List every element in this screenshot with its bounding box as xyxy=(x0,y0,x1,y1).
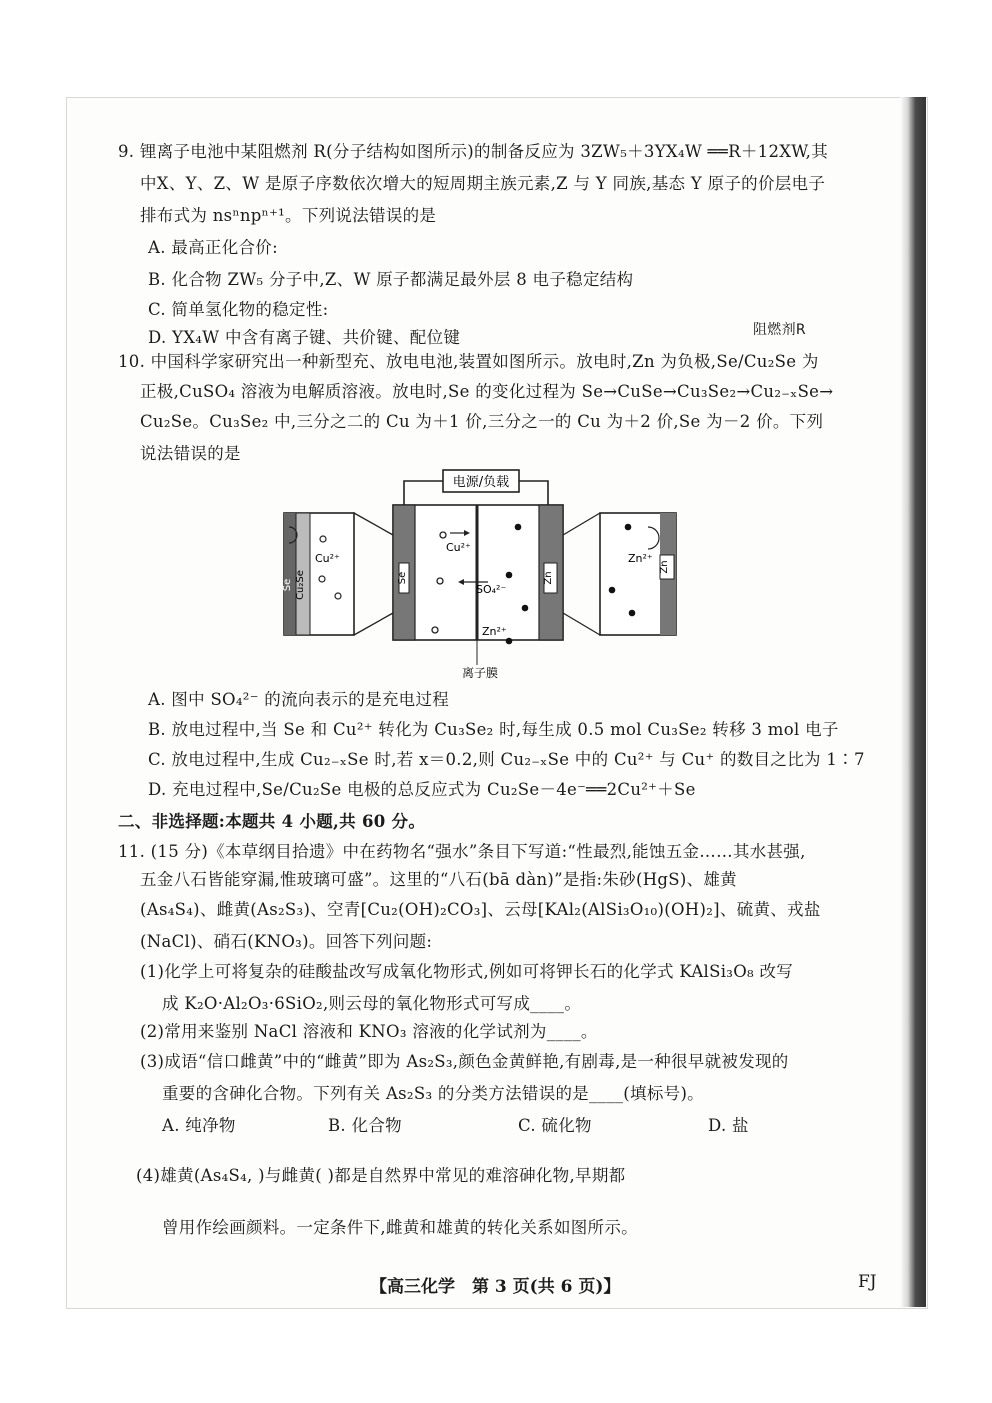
zn-ion-right-label: Zn²⁺ xyxy=(628,552,653,565)
q9-line-1: 9. 锂离子电池中某阻燃剂 R(分子结构如图所示)的制备反应为 3ZW₅＋3YX₄W ══R＋12XW,其 xyxy=(118,142,829,161)
q10-option-d: D. 充电过程中,Se/Cu₂Se 电极的总反应式为 Cu₂Se－4e⁻══2Cu²⁺＋Se xyxy=(148,780,696,799)
q10-line-2: 正极,CuSO₄ 溶液为电解质溶液。放电时,Se 的变化过程为 Se→CuSe→Cu₃Se₂→Cu₂₋ₓSe→ xyxy=(140,382,834,401)
scan-edge-shadow xyxy=(900,97,926,1307)
q11-choice-c: C. 硫化物 xyxy=(518,1116,592,1135)
q9-option-c: C. 简单氢化物的稳定性: xyxy=(148,300,329,319)
se-electrode-label: Se xyxy=(397,571,408,585)
right-zoom-zn-label: Zn xyxy=(659,560,670,574)
q11-sub3-line-1: (3)成语“信口雌黄”中的“雌黄”即为 As₂S₃,颜色金黄鲜艳,有剧毒,是一种很早就被发现的 xyxy=(140,1052,789,1071)
cu-ion-left-label: Cu²⁺ xyxy=(315,552,340,565)
q11-sub4-line-1: (4)雄黄(As₄S₄, )与雌黄( )都是自然界中常见的难溶砷化物,早期都 xyxy=(136,1166,626,1185)
q9-line-3: 排布式为 nsⁿnpⁿ⁺¹。下列说法错误的是 xyxy=(140,206,437,225)
left-zoom-se-label: Se xyxy=(282,578,293,592)
q11-line-4: (NaCl)、硝石(KNO₃)。回答下列问题: xyxy=(140,932,433,951)
q11-sub1-line-1: (1)化学上可将复杂的硅酸盐改写成氧化物形式,例如可将钾长石的化学式 KAlSi₃O₈ 改写 xyxy=(140,962,794,981)
q11-line-1: 11. (15 分)《本草纲目拾遗》中在药物名“强水”条目下写道:“性最烈,能蚀五金……其水甚强, xyxy=(118,842,806,861)
cu-ion-mid-label: Cu²⁺ xyxy=(446,541,471,554)
q10-line-1: 10. 中国科学家研究出一种新型充、放电电池,装置如图所示。放电时,Zn 为负极,Se/Cu₂Se 为 xyxy=(118,352,819,371)
q11-sub1-line-2: 成 K₂O·Al₂O₃·6SiO₂,则云母的氧化物形式可写成____。 xyxy=(162,994,582,1013)
q10-option-b: B. 放电过程中,当 Se 和 Cu²⁺ 转化为 Cu₃Se₂ 时,每生成 0.5 mol Cu₃Se₂ 转移 3 mol 电子 xyxy=(148,720,839,739)
q10-option-c: C. 放电过程中,生成 Cu₂₋ₓSe 时,若 x＝0.2,则 Cu₂₋ₓSe 中的 Cu²⁺ 与 Cu⁺ 的数目之比为 1∶7 xyxy=(148,750,865,769)
q9-option-d: D. YX₄W 中含有离子键、共价键、配位键 xyxy=(148,328,461,347)
q9-option-b: B. 化合物 ZW₅ 分子中,Z、W 原子都满足最外层 8 电子稳定结构 xyxy=(148,270,634,289)
left-zoom-cu2se-label: Cu₂Se xyxy=(295,570,306,600)
q11-sub4-line-2: 曾用作绘画颜料。一定条件下,雌黄和雄黄的转化关系如图所示。 xyxy=(162,1218,638,1237)
section-2-heading: 二、非选择题:本题共 4 小题,共 60 分。 xyxy=(118,812,426,831)
q10-option-a: A. 图中 SO₄²⁻ 的流向表示的是充电过程 xyxy=(148,690,450,709)
q11-line-2: 五金八石皆能穿漏,惟玻璃可盛”。这里的“八石(bā dàn)”是指:朱砂(HgS)、雄黄 xyxy=(140,870,737,889)
page-footer: 【高三化学 第 3 页(共 6 页)】 xyxy=(370,1277,621,1297)
q11-choice-b: B. 化合物 xyxy=(328,1116,402,1135)
q10-line-4: 说法错误的是 xyxy=(140,444,241,463)
battery-diagram xyxy=(280,465,680,685)
q11-sub2: (2)常用来鉴别 NaCl 溶液和 KNO₃ 溶液的化学试剂为____。 xyxy=(140,1022,598,1041)
q9-option-a: A. 最高正化合价: xyxy=(148,238,278,257)
q10-line-3: Cu₂Se。Cu₃Se₂ 中,三分之二的 Cu 为＋1 价,三分之一的 Cu 为＋2 价,Se 为－2 价。下列 xyxy=(140,412,824,431)
membrane-label: 离子膜 xyxy=(461,666,499,680)
footer-code: FJ xyxy=(858,1272,877,1292)
q9-figure-label: 阻燃剂R xyxy=(753,322,806,338)
so4-ion-label: SO₄²⁻ xyxy=(476,583,507,596)
q11-choice-d: D. 盐 xyxy=(708,1116,749,1135)
q11-sub3-line-2: 重要的含砷化合物。下列有关 As₂S₃ 的分类方法错误的是____(填标号)。 xyxy=(162,1084,704,1103)
zn-ion-mid-label: Zn²⁺ xyxy=(482,625,507,638)
q11-line-3: (As₄S₄)、雌黄(As₂S₃)、空青[Cu₂(OH)₂CO₃]、云母[KAl₂(AlSi₃O₁₀)(OH)₂]、硫黄、戎盐 xyxy=(140,900,821,919)
q9-line-2: 中X、Y、Z、W 是原子序数依次增大的短周期主族元素,Z 与 Y 同族,基态 Y 原子的价层电子 xyxy=(140,174,826,193)
power-load-label: 电源/负载 xyxy=(452,475,510,490)
q11-choice-a: A. 纯净物 xyxy=(162,1116,236,1135)
zn-electrode-label: Zn xyxy=(543,571,554,585)
